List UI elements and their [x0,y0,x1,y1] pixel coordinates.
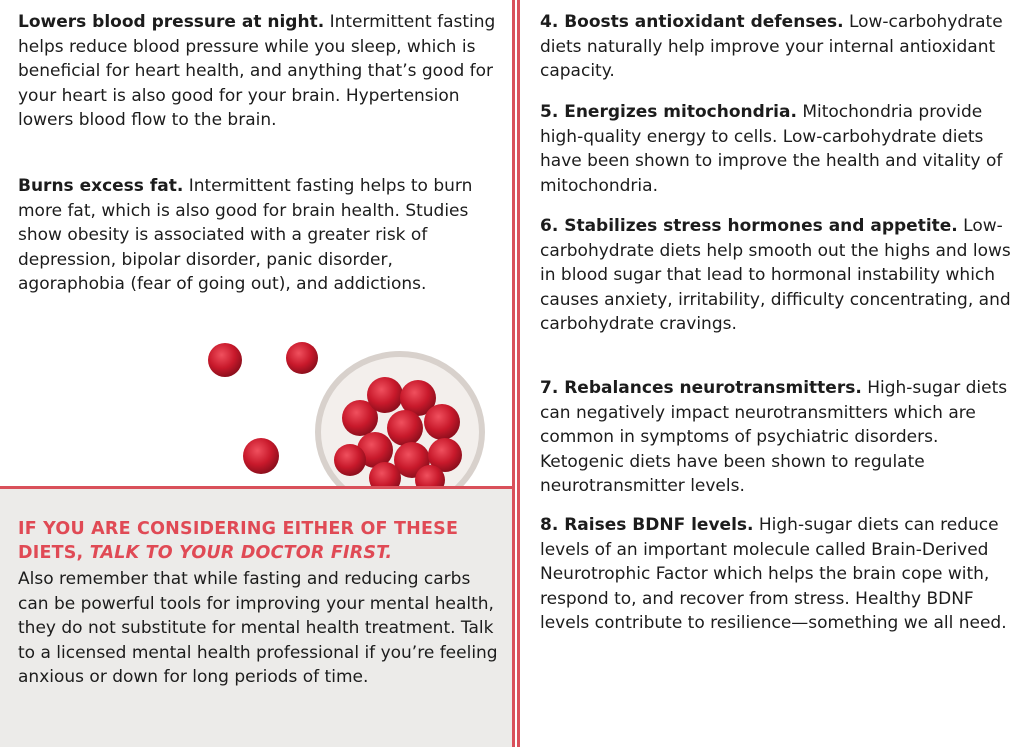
benefit-item-6 [540,214,1018,337]
benefit-title: 5. Energizes mitochondria. [540,102,797,122]
benefit-title: 8. Raises BDNF levels. [540,515,754,535]
benefit-item-4 [540,10,1018,84]
benefit-item-5 [540,100,1018,198]
raspberry [286,342,318,374]
benefit-text: Low-carbohydrate diets help smooth out the highs and lows in blood sugar that lead to hormonal instability which causes anxiety, irritability, difficulty concentrating, and carbohydrate cravings. [540,216,1011,334]
benefit-title: 6. Stabilizes stress hormones and appetite. [540,216,958,236]
benefit-text: High-sugar diets can reduce levels of an important molecule called Brain-Derived Neurotrophic Factor which helps the brain cope with, respond to, and recover from stress. Healthy BDNF levels contribute to resilience—something we all need. [540,515,1007,633]
paragraph-blood-pressure [18,10,498,133]
callout-heading-text: IF YOU ARE CONSIDERING EITHER OF THESE DIETS, [18,519,459,563]
paragraph-title: Lowers blood pressure at night. [18,12,325,32]
callout-heading-emphasis: TALK TO YOUR DOCTOR FIRST. [89,543,393,563]
benefit-text: Mitochondria provide high-quality energy to cells. Low-carbohydrate diets have been shown to improve the health and vitality of mitochondria. [540,102,1003,196]
raspberry [208,343,242,377]
benefit-item-8 [540,513,1018,636]
right-column [522,0,1024,747]
vertical-divider [512,0,515,747]
benefit-title: 7. Rebalances neurotransmitters. [540,378,862,398]
vertical-divider [517,0,520,747]
benefit-text: High-sugar diets can negatively impact neurotransmitters which are common in symptoms of psychiatric disorders. Ketogenic diets have been shown to regulate neurotransmitter levels. [540,378,1008,496]
benefit-text: Low-carbohydrate diets naturally help improve your internal antioxidant capacity. [540,12,1003,81]
raspberry [243,438,279,474]
paragraph-text: Intermittent fasting helps reduce blood pressure while you sleep, which is beneficial for heart health, and anything that’s good for your heart is also good for your brain. Hypertension lowers blood flow to the brain. [18,12,496,130]
paragraph-text: Intermittent fasting helps to burn more fat, which is also good for brain health. Studies show obesity is associated with a greater risk of depression, bipolar disorder, panic disorder, agoraphobia (fear of going out), and addictions. [18,176,473,294]
paragraph-burns-fat [18,174,498,297]
callout-heading [18,517,508,565]
raspberries-photo [180,300,500,486]
doctor-callout-box [0,489,512,747]
callout-body: Also remember that while fasting and reducing carbs can be powerful tools for improving your mental health, they do not substitute for mental health treatment. Talk to a licensed mental health professional if you’re feeling anxious or down for long periods of time. [18,569,498,687]
benefit-item-7 [540,376,1018,499]
benefit-title: 4. Boosts antioxidant defenses. [540,12,844,32]
paragraph-title: Burns excess fat. [18,176,184,196]
